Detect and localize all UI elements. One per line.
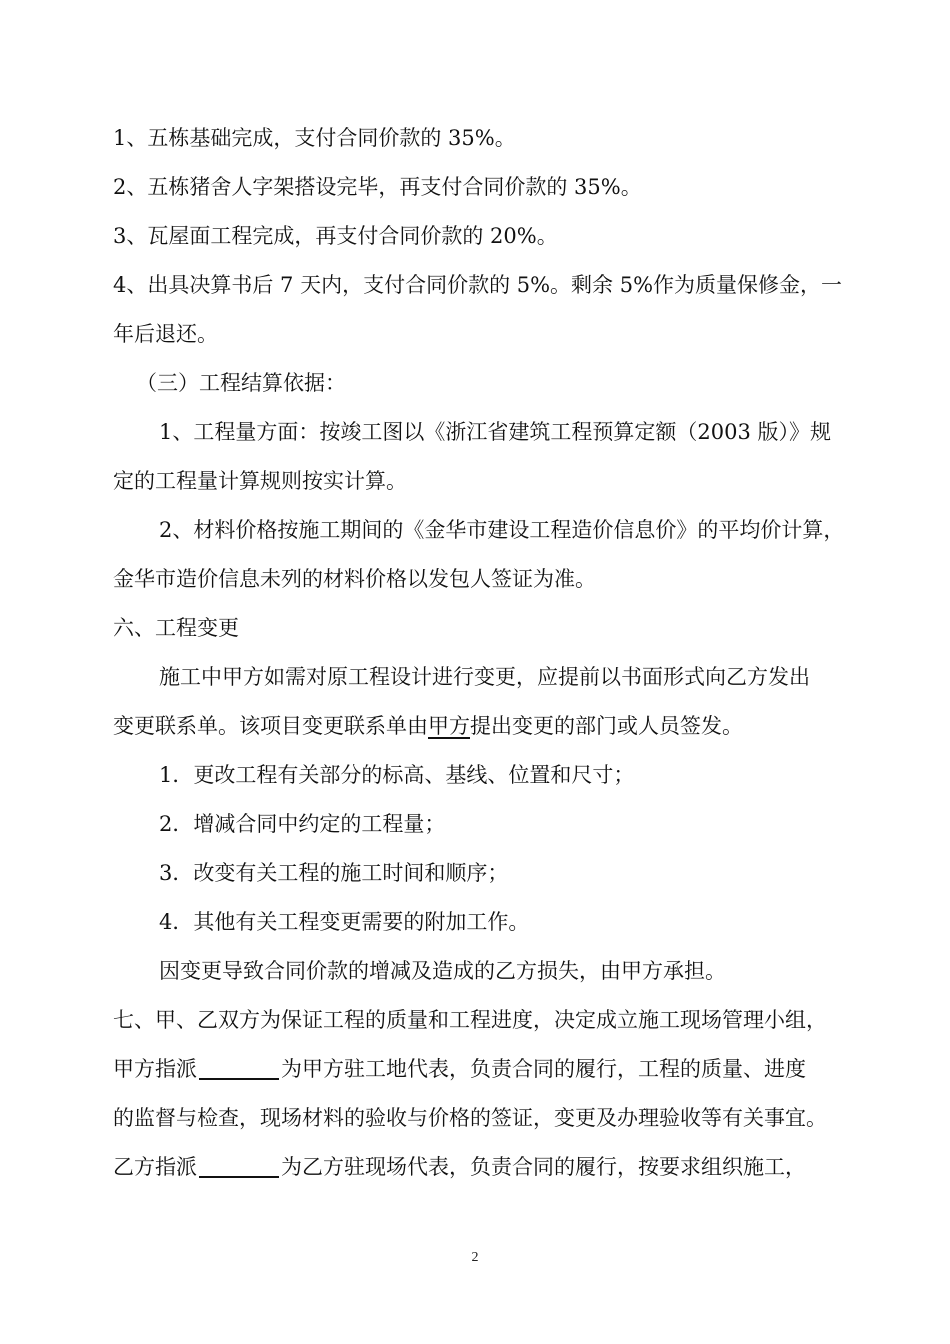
- management-line-4-text-b: 为乙方驻现场代表，负责合同的履行，按要求组织施工，: [281, 1155, 806, 1179]
- changes-intro-text-b: 提出变更的部门或人员签发。: [470, 714, 743, 738]
- payment-item-3: 3、瓦屋面工程完成，再支付合同价款的 20%。: [113, 224, 558, 248]
- change-item-1: 1．更改工程有关部分的标高、基线、位置和尺寸；: [159, 763, 635, 787]
- payment-item-4-line-1: 4、出具决算书后 7 天内，支付合同价款的 5%。剩余 5%作为质量保修金，一: [113, 273, 843, 297]
- management-line-2-text-a: 甲方指派: [113, 1057, 197, 1081]
- change-item-2: 2．增减合同中约定的工程量；: [159, 812, 446, 836]
- payment-item-1: 1、五栋基础完成，支付合同价款的 35%。: [113, 126, 516, 150]
- settlement-basis-2-line-1: 2、材料价格按施工期间的《金华市建设工程造价信息价》的平均价计算，: [159, 518, 845, 542]
- underlined-party: 甲方: [428, 714, 470, 738]
- payment-item-4-line-2: 年后退还。: [113, 322, 218, 346]
- management-line-4-text-a: 乙方指派: [113, 1155, 197, 1179]
- change-item-3: 3．改变有关工程的施工时间和顺序；: [159, 861, 509, 885]
- party-a-representative-blank: [199, 1058, 279, 1080]
- page-number: 2: [471, 1250, 479, 1265]
- changes-intro-line-2: [113, 702, 861, 751]
- settlement-basis-1-line-2: 定的工程量计算规则按实计算。: [113, 469, 407, 493]
- change-item-4: 4．其他有关工程变更需要的附加工作。: [159, 910, 530, 934]
- management-line-2: [113, 1045, 861, 1094]
- management-line-1: 七、甲、乙双方为保证工程的质量和工程进度，决定成立施工现场管理小组，: [113, 1008, 827, 1032]
- changes-heading: 六、工程变更: [113, 616, 239, 640]
- document-body: [113, 114, 861, 1192]
- changes-intro-text-a: 变更联系单。该项目变更联系单由: [113, 714, 428, 738]
- party-b-representative-blank: [199, 1156, 279, 1178]
- changes-closing: 因变更导致合同价款的增减及造成的乙方损失，由甲方承担。: [159, 959, 726, 983]
- management-line-2-text-b: 为甲方驻工地代表，负责合同的履行，工程的质量、进度: [281, 1057, 806, 1081]
- settlement-basis-1-line-1: 1、工程量方面：按竣工图以《浙江省建筑工程预算定额（2003 版）》规: [159, 420, 831, 444]
- settlement-basis-2-line-2: 金华市造价信息未列的材料价格以发包人签证为准。: [113, 567, 596, 591]
- settlement-heading: （三）工程结算依据：: [136, 371, 346, 395]
- payment-item-2: 2、五栋猪舍人字架搭设完毕，再支付合同价款的 35%。: [113, 175, 642, 199]
- changes-intro-line-1: 施工中甲方如需对原工程设计进行变更，应提前以书面形式向乙方发出: [159, 665, 810, 689]
- management-line-4: [113, 1143, 861, 1192]
- management-line-3: 的监督与检查，现场材料的验收与价格的签证，变更及办理验收等有关事宜。: [113, 1106, 827, 1130]
